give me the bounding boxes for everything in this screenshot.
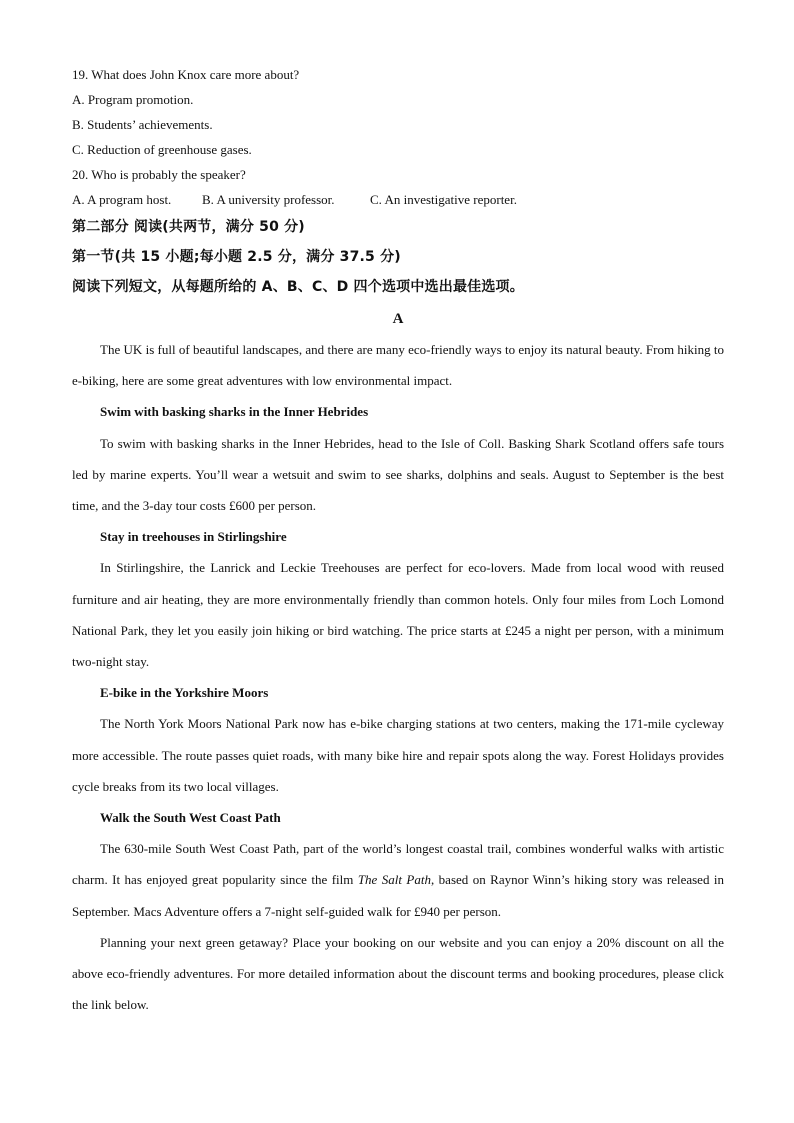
paragraph-treehouses: In Stirlingshire, the Lanrick and Leckie Treehouses are perfect for eco-lovers. Made from local wood with reused furniture and air heating, they are more environmentally friendly than common hotels. Only four miles from Loch Lomond National Park, they let you easily join hiking or bird watching. The price starts at £245 a night per person, with a minimum two-night stay. <box>72 560 724 669</box>
question-20-options <box>72 187 724 212</box>
question-19: 19. What does John Knox care more about? <box>72 67 300 82</box>
paragraph-coast-path <box>72 833 724 927</box>
coast-path-text-end: , based on Raynor Winn’s hiking story was released in September. Macs Adventure offers a 7-night self-guided walk for £940 per person. <box>72 872 725 919</box>
subheading-coast-path: Walk the South West Coast Path <box>100 810 281 825</box>
question-20-option-c: C. An investigative reporter. <box>370 192 517 207</box>
question-20: 20. Who is probably the speaker? <box>72 167 246 182</box>
question-19-option-b: B. Students’ achievements. <box>72 117 213 132</box>
passage-letter: A <box>392 311 404 327</box>
film-title: The Salt Path <box>357 872 431 888</box>
exam-page <box>72 62 724 1020</box>
question-20-option-a: A. A program host. <box>72 192 172 207</box>
paragraph-sharks: To swim with basking sharks in the Inner Hebrides, head to the Isle of Coll. Basking Shark Scotland offers safe tours led by marine experts. You’ll wear a wetsuit and swim to see sharks, dolphins and seals. August to September is the best time, and the 3-day tour costs £600 per person. <box>72 435 724 513</box>
passage-intro: The UK is full of beautiful landscapes, and there are many eco-friendly ways to enjoy its natural beauty. From hiking to e-biking, here are some great adventures with low environmental impact. <box>72 342 724 389</box>
question-19-option-c: C. Reduction of greenhouse gases. <box>72 142 252 157</box>
question-20-option-b: B. A university professor. <box>202 192 335 207</box>
subheading-sharks: Swim with basking sharks in the Inner Hebrides <box>100 404 369 420</box>
section-one-header: 第一节(共 15 小题;每小题 2.5 分，满分 37.5 分) <box>72 249 401 265</box>
subheading-ebike: E-bike in the Yorkshire Moors <box>100 685 269 701</box>
reading-instruction: 阅读下列短文，从每题所给的 A、B、C、D 四个选项中选出最佳选项。 <box>72 279 524 295</box>
paragraph-closing: Planning your next green getaway? Place your booking on our website and you can enjoy a 20% discount on all the above eco-friendly adventures. For more detailed information about the discount terms and booking procedures, please click the link below. <box>72 934 724 1013</box>
subheading-treehouses: Stay in treehouses in Stirlingshire <box>100 529 287 545</box>
coast-path-text-start: The 630-mile South West Coast Path, part of the world’s longest coastal trail, combines wonderful walks with artistic charm. It has enjoyed great popularity since the film <box>72 841 724 888</box>
part-two-header: 第二部分 阅读(共两节，满分 50 分) <box>72 219 305 235</box>
question-19-option-a: A. Program promotion. <box>72 92 194 107</box>
paragraph-ebike: The North York Moors National Park now has e-bike charging stations at two centers, making the 171-mile cycleway more accessible. The route passes quiet roads, with many bike hire and repair spots along the way. Forest Holidays provides cycle breaks from its two local villages. <box>72 716 724 794</box>
